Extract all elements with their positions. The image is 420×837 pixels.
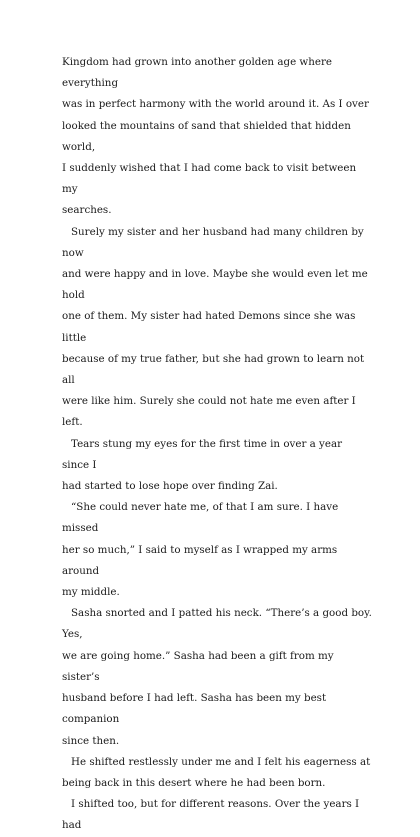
text-line: Surely my sister and her husband had many children by now xyxy=(62,225,364,259)
text-line: being back in this desert where he had been born. xyxy=(62,776,326,789)
text-line: Sasha snorted and I patted his neck. “There’s a good boy. Yes, xyxy=(62,607,372,641)
text-line: was in perfect harmony with the world around it. As I over xyxy=(62,98,369,111)
body-text xyxy=(62,52,372,837)
paragraph xyxy=(62,752,372,794)
text-line: my middle. xyxy=(62,586,120,599)
text-line: her so much,” I said to myself as I wrapped my arms around xyxy=(62,543,338,577)
paragraph xyxy=(62,603,372,751)
paragraph xyxy=(62,52,372,222)
text-line: we are going home.” Sasha had been a gift from my sister’s xyxy=(62,649,334,683)
text-line: since then. xyxy=(62,734,120,747)
text-line: were like him. Surely she could not hate me even after I left. xyxy=(62,395,356,429)
paragraph xyxy=(62,497,372,603)
text-line: Kingdom had grown into another golden age where everything xyxy=(62,56,332,90)
text-line: because of my true father, but she had grown to learn not all xyxy=(62,352,365,387)
paragraph xyxy=(62,222,372,434)
text-line: searches. xyxy=(62,204,112,217)
text-line: Tears stung my eyes for the first time in over a year since I xyxy=(62,437,343,471)
text-line: “She could never hate me, of that I am sure. I have missed xyxy=(62,501,339,535)
text-line: and were happy and in love. Maybe she would even let me hold xyxy=(62,268,368,302)
text-line: had started to lose hope over finding Zai. xyxy=(62,480,278,493)
paragraph xyxy=(62,794,372,836)
paragraph xyxy=(62,434,372,498)
text-line: I suddenly wished that I had come back to visit between my xyxy=(62,162,357,196)
text-line: one of them. My sister had hated Demons since she was little xyxy=(62,310,356,344)
text-line: looked the mountains of sand that shielded that hidden world, xyxy=(62,119,351,153)
text-line: He shifted restlessly under me and I felt his eagerness at xyxy=(71,755,371,768)
text-line: I shifted too, but for different reasons. Over the years I had xyxy=(62,798,360,832)
text-line: husband before I had left. Sasha has been my best companion xyxy=(62,692,327,726)
